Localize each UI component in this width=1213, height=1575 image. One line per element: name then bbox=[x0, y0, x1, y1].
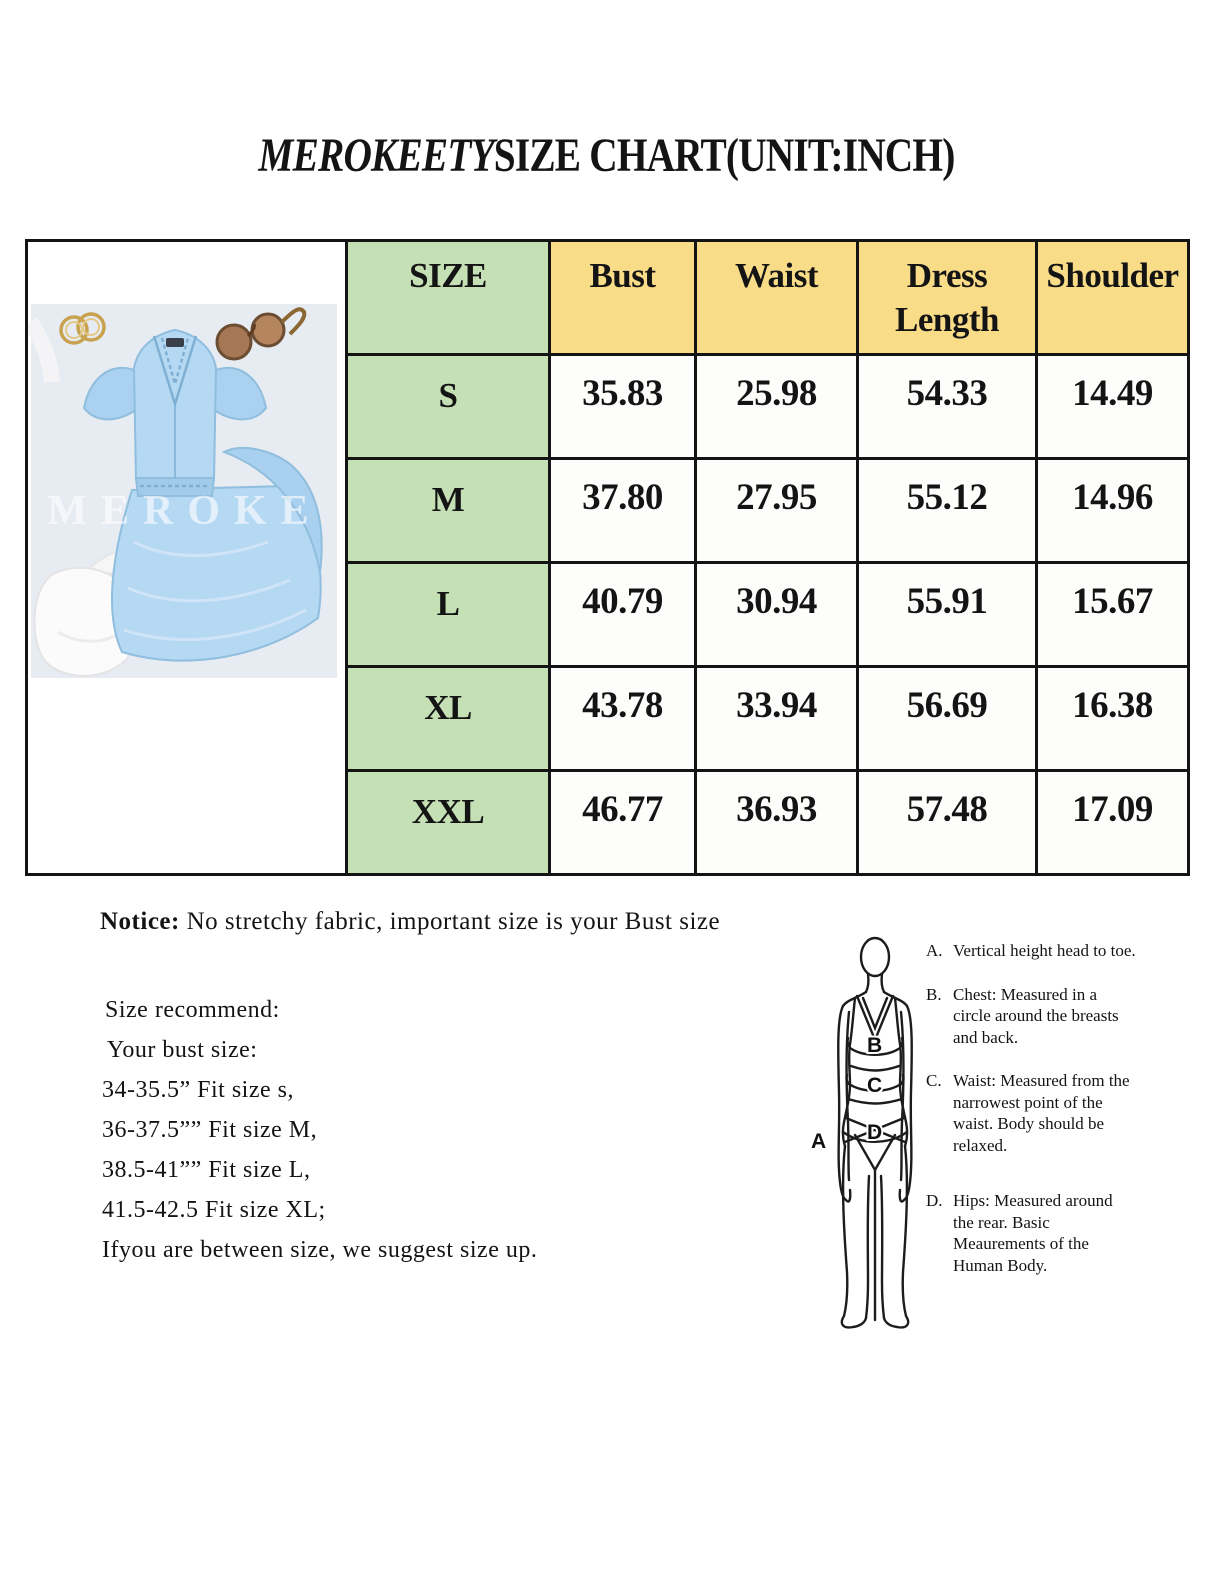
shoulder-value: 14.96 bbox=[1037, 459, 1189, 563]
shoulder-value: 14.49 bbox=[1037, 355, 1189, 459]
shoulder-value: 15.67 bbox=[1037, 563, 1189, 667]
recommend-line: Ifyou are between size, we suggest size up. bbox=[102, 1237, 538, 1263]
guide-text: Hips: Measured around the rear. Basic Meaurements of the Human Body. bbox=[953, 1191, 1113, 1275]
recommend-line: 41.5-42.5 Fit size XL; bbox=[102, 1197, 326, 1223]
waist-value: 25.98 bbox=[696, 355, 858, 459]
column-header-dress-length: Dress Length bbox=[858, 241, 1037, 355]
figure-label-b: B bbox=[867, 1034, 883, 1057]
notice-label: Notice: bbox=[100, 908, 180, 935]
waist-value: 33.94 bbox=[696, 667, 858, 771]
recommend-line: Size recommend: bbox=[105, 997, 280, 1023]
guide-text: Chest: Measured in a circle around the breasts and back. bbox=[953, 984, 1119, 1047]
recommend-line: 36-37.5”” Fit size M, bbox=[102, 1117, 318, 1143]
title-rest: SIZE CHART(UNIT:INCH) bbox=[493, 129, 955, 182]
brand-name: MEROKEETY bbox=[258, 129, 494, 182]
dress-length-value: 56.69 bbox=[858, 667, 1037, 771]
page-title bbox=[0, 128, 1213, 183]
recommend-line: 38.5-41”” Fit size L, bbox=[102, 1157, 311, 1183]
body-measurement-figure bbox=[810, 932, 928, 1334]
size-label: M bbox=[347, 459, 550, 563]
collar-tag bbox=[166, 338, 184, 347]
dress-length-value: 55.91 bbox=[858, 563, 1037, 667]
dress-length-value: 54.33 bbox=[858, 355, 1037, 459]
figure-label-c: C bbox=[867, 1074, 883, 1097]
bust-value: 43.78 bbox=[550, 667, 696, 771]
size-label: XL bbox=[347, 667, 550, 771]
guide-item-d bbox=[926, 1190, 1136, 1276]
notice-line bbox=[100, 908, 720, 936]
size-chart-table bbox=[25, 239, 1190, 876]
guide-label: D. bbox=[926, 1191, 943, 1210]
waist-value: 36.93 bbox=[696, 771, 858, 875]
product-photo-cell bbox=[27, 241, 347, 875]
size-label: XXL bbox=[347, 771, 550, 875]
figure-label-a: A bbox=[811, 1130, 827, 1153]
measure-guide bbox=[926, 940, 1136, 1276]
shoulder-value: 17.09 bbox=[1037, 771, 1189, 875]
guide-item-b bbox=[926, 984, 1136, 1049]
bust-value: 46.77 bbox=[550, 771, 696, 875]
photo-watermark: MEROKE bbox=[47, 488, 323, 534]
dress-length-value: 55.12 bbox=[858, 459, 1037, 563]
guide-item-a bbox=[926, 940, 1136, 962]
guide-text: Vertical height head to toe. bbox=[953, 941, 1136, 960]
waist-value: 27.95 bbox=[696, 459, 858, 563]
guide-label: B. bbox=[926, 984, 942, 1004]
guide-label: A. bbox=[926, 941, 943, 960]
column-header-bust: Bust bbox=[550, 241, 696, 355]
recommend-line: 34-35.5” Fit size s, bbox=[102, 1077, 294, 1103]
recommend-line: Your bust size: bbox=[107, 1037, 258, 1063]
product-photo bbox=[28, 242, 342, 871]
column-header-waist: Waist bbox=[696, 241, 858, 355]
bust-value: 35.83 bbox=[550, 355, 696, 459]
figure-label-d: D bbox=[867, 1121, 883, 1144]
size-recommend-block bbox=[102, 990, 537, 1270]
size-label: S bbox=[347, 355, 550, 459]
shoulder-value: 16.38 bbox=[1037, 667, 1189, 771]
dress-length-value: 57.48 bbox=[858, 771, 1037, 875]
notice-text: No stretchy fabric, important size is your Bust size bbox=[179, 908, 721, 935]
guide-text: Waist: Measured from the narrowest point of the waist. Body should be relaxed. bbox=[953, 1071, 1130, 1155]
guide-label: C. bbox=[926, 1071, 942, 1090]
column-header-shoulder: Shoulder bbox=[1037, 241, 1189, 355]
bust-value: 37.80 bbox=[550, 459, 696, 563]
waist-value: 30.94 bbox=[696, 563, 858, 667]
bust-value: 40.79 bbox=[550, 563, 696, 667]
column-header-size: SIZE bbox=[347, 241, 550, 355]
dress-flatlay-illustration bbox=[28, 242, 342, 871]
guide-item-c bbox=[926, 1070, 1136, 1156]
size-label: L bbox=[347, 563, 550, 667]
